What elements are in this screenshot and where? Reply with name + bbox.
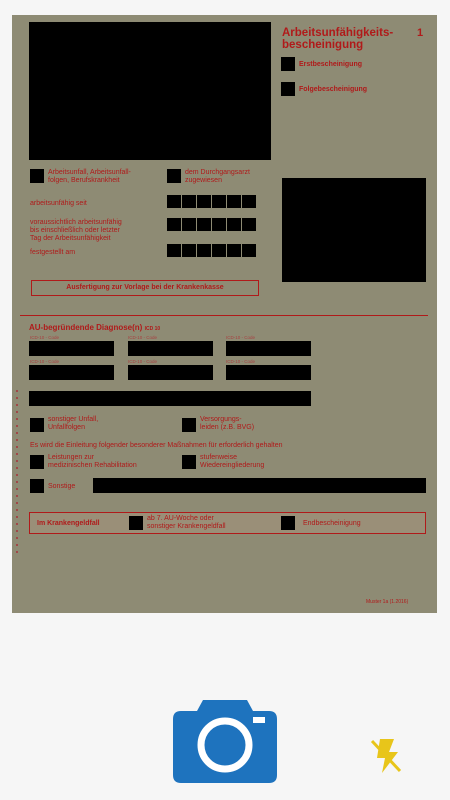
redacted-doctor-stamp — [282, 178, 426, 282]
icd-field-3[interactable] — [226, 341, 311, 356]
form-title-line1: Arbeitsunfähigkeits- — [282, 27, 394, 39]
sonstiger-unfall-checkbox[interactable] — [30, 418, 44, 432]
einleitung-text: Es wird die Einleitung folgender besonderer Maßnahmen für erforderlich gehalten — [30, 442, 283, 449]
section-divider — [20, 315, 428, 316]
icd-label-3: ICD-10 - Code — [226, 335, 256, 340]
ab7-label: ab 7. AU-Woche oder sonstiger Krankengeldfall — [147, 515, 226, 530]
seit-label: arbeitsunfähig seit — [30, 200, 87, 207]
ab7-checkbox[interactable] — [129, 516, 143, 530]
icd-label-5: ICD-10 - Code — [128, 359, 158, 364]
document-preview — [12, 15, 437, 613]
sonstige-checkbox[interactable] — [30, 479, 44, 493]
diagnose-heading: AU-begründende Diagnose(n) ICD 10 — [29, 323, 161, 332]
redacted-patient-field — [29, 22, 271, 160]
page-number: 1 — [417, 27, 424, 39]
icd-field-4[interactable] — [29, 365, 114, 380]
erst-label: Erstbescheinigung — [299, 61, 363, 68]
sonstige-label: Sonstige — [48, 483, 76, 490]
sonstige-text-field[interactable] — [93, 478, 426, 493]
krankengeld-label: Im Krankengeldfall — [37, 520, 100, 527]
ausfertigung-banner: Ausfertigung zur Vorlage bei der Krankenkasse — [31, 280, 259, 296]
durchgang-label: dem Durchgangsarzt zugewiesen — [185, 169, 250, 184]
flash-off-icon — [368, 735, 404, 777]
side-print-marks — [14, 390, 20, 570]
camera-icon — [173, 697, 277, 783]
icd-label-1: ICD-10 - Code — [30, 335, 60, 340]
sonstiger-unfall-label: sonstiger Unfall, Unfallfolgen — [48, 416, 99, 431]
icd-label-2: ICD-10 - Code — [128, 335, 158, 340]
voraus-label: voraussichtlich arbeitsunfähig bis einschließlich oder letzter Tag der Arbeitsunfähigkeit — [30, 219, 122, 242]
unfall-label: Arbeitsunfall, Arbeitsunfall- folgen, Berufskrankheit — [48, 169, 131, 184]
versorgung-label: Versorgungs- leiden (z.B. BVG) — [200, 416, 255, 431]
stufen-checkbox[interactable] — [182, 455, 196, 469]
end-checkbox[interactable] — [281, 516, 295, 530]
unfall-checkbox[interactable] — [30, 169, 44, 183]
icd-field-2[interactable] — [128, 341, 213, 356]
folge-checkbox[interactable] — [281, 82, 295, 96]
muster-label: Muster 1a (1.2016) — [366, 599, 409, 605]
end-label: Endbescheinigung — [303, 520, 361, 527]
icd-field-5[interactable] — [128, 365, 213, 380]
flash-toggle-button[interactable] — [368, 735, 404, 777]
diagnose-text-field[interactable] — [29, 391, 311, 406]
form-title — [282, 27, 393, 51]
versorgung-checkbox[interactable] — [182, 418, 196, 432]
icd-field-1[interactable] — [29, 341, 114, 356]
durchgang-checkbox[interactable] — [167, 169, 181, 183]
capture-button[interactable] — [173, 697, 277, 783]
folge-label: Folgebescheinigung — [299, 86, 368, 93]
leistungen-checkbox[interactable] — [30, 455, 44, 469]
leistungen-label: Leistungen zur medizinischen Rehabilitation — [48, 454, 137, 469]
icd-label-4: ICD-10 - Code — [30, 359, 60, 364]
form-title-line2: bescheinigung — [282, 39, 364, 51]
stufen-label: stufenweise Wiedereingliederung — [200, 454, 265, 469]
icd-label-6: ICD-10 - Code — [226, 359, 256, 364]
festgestellt-label: festgestellt am — [30, 249, 76, 256]
icd-field-6[interactable] — [226, 365, 311, 380]
erst-checkbox[interactable] — [281, 57, 295, 71]
